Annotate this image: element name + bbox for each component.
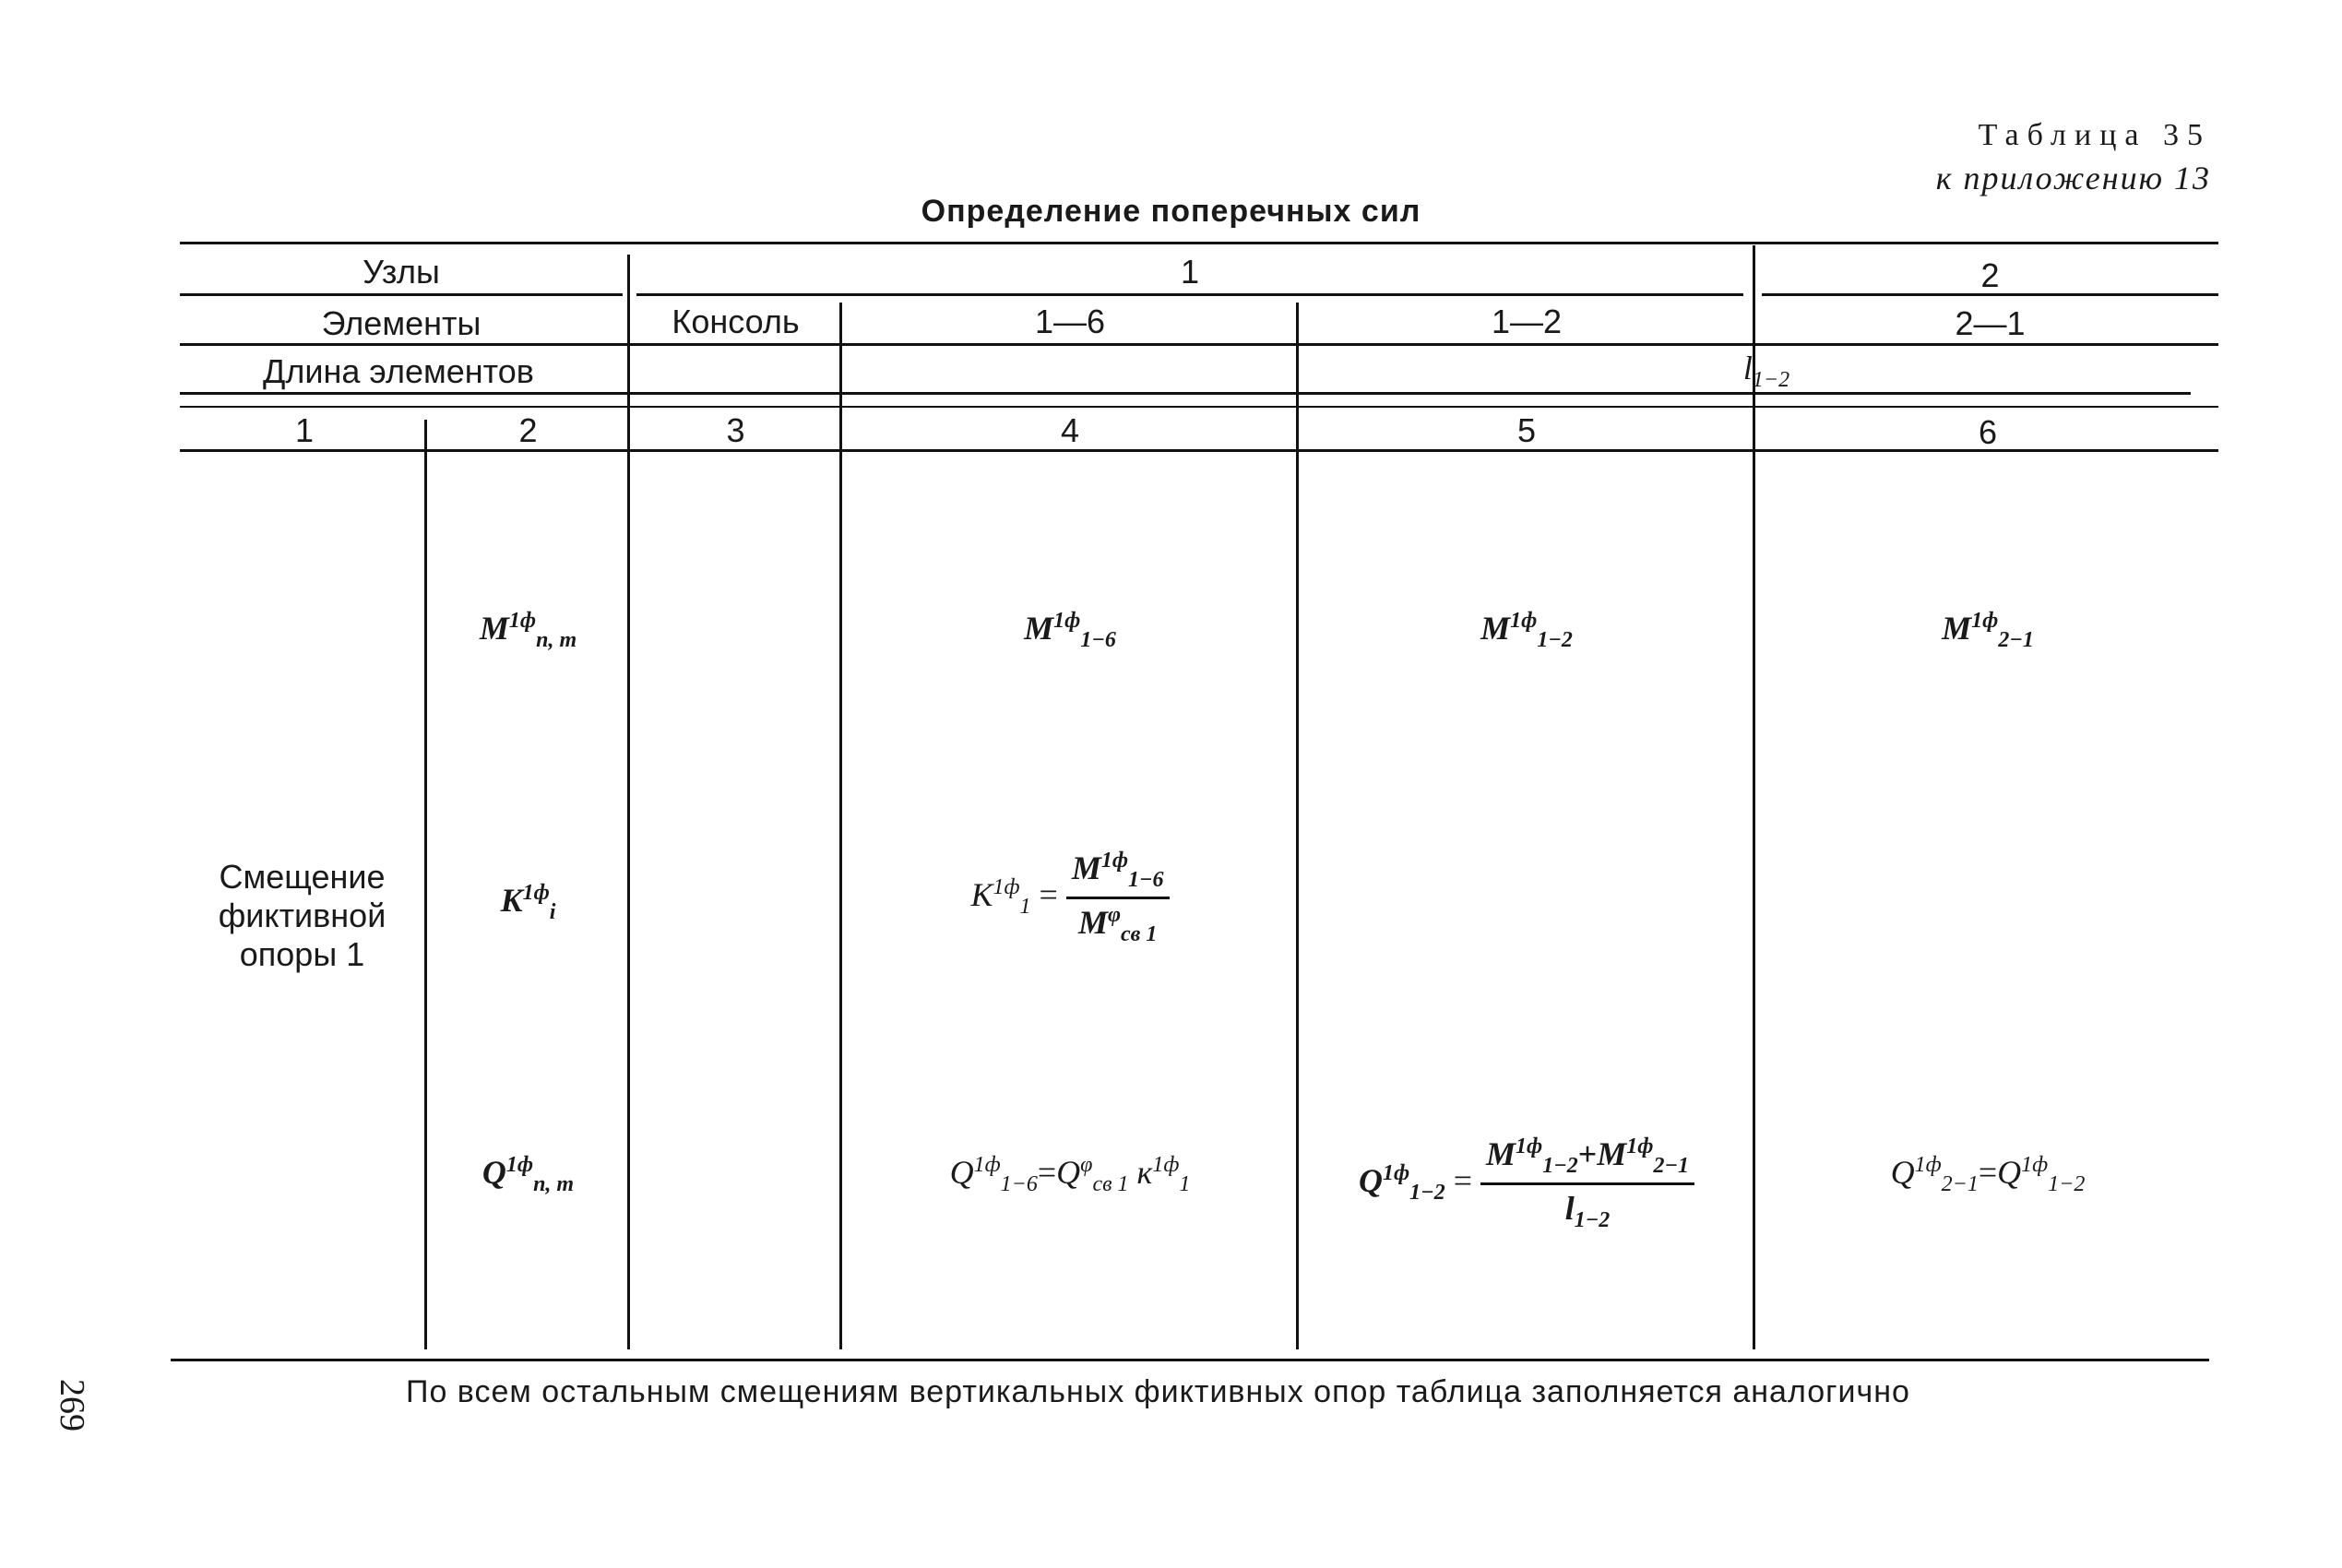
q-2-1-rhs-sub: 1−2 — [2048, 1172, 2086, 1197]
rule-nodes-left — [180, 293, 623, 296]
q-label-sup: 1ф — [505, 1153, 534, 1177]
q-1-6-qsv-sub: св 1 — [1092, 1172, 1129, 1197]
q-2-1-lhs-sub: 2−1 — [1941, 1172, 1979, 1197]
m-label-base: M — [479, 610, 509, 647]
q-1-2-den-sub: 1−2 — [1574, 1208, 1611, 1233]
k-num-sup: 1ф — [1100, 849, 1129, 873]
length-value-sub: 1−2 — [1752, 368, 1790, 393]
m-1-2 — [1301, 609, 1753, 653]
k-row-label — [429, 881, 627, 925]
table-label: Таблица 35 — [1978, 118, 2211, 152]
k-fraction-denominator — [1078, 899, 1157, 947]
node-1: 1 — [1180, 253, 1200, 291]
nodes-label: Узлы — [363, 253, 440, 291]
q-1-6-qsv-base: Q — [1056, 1154, 1081, 1191]
q-1-2-plus: + — [1577, 1135, 1598, 1172]
m-1-2-base: M — [1480, 610, 1511, 647]
element-1-2: 1—2 — [1491, 303, 1563, 340]
m-1-6-sup: 1ф — [1053, 609, 1081, 633]
col-divider-4 — [1296, 303, 1299, 1349]
q-1-2-lhs-sub: 1−2 — [1409, 1181, 1445, 1206]
k-label-sup: 1ф — [522, 881, 550, 905]
q-1-2-equals: = — [1453, 1161, 1473, 1199]
q-1-6-formula — [844, 1153, 1296, 1197]
element-2-1: 2—1 — [1955, 304, 2026, 342]
m-2-1 — [1757, 609, 2218, 653]
k-lhs-base: K — [970, 875, 993, 913]
q-1-6-lhs-sub: 1−6 — [1000, 1172, 1038, 1197]
length-label: Длина элементов — [263, 352, 534, 390]
q-1-2-m1-sub: 1−2 — [1542, 1154, 1578, 1179]
m-1-6-sub: 1−6 — [1080, 628, 1116, 653]
q-label-sub: n, m — [533, 1172, 575, 1197]
q-1-2-fraction — [1480, 1134, 1694, 1233]
q-1-6-qsv-sup: φ — [1080, 1153, 1093, 1177]
rule-colnum-top — [180, 406, 2218, 408]
q-2-1-rhs-sup: 1ф — [2021, 1153, 2049, 1177]
q-2-1-rhs-base: Q — [1997, 1154, 2022, 1191]
m-1-6 — [844, 609, 1296, 653]
col-num-6: 6 — [1978, 413, 1998, 451]
q-1-6-equals: = — [1037, 1154, 1057, 1191]
m-label-sup: 1ф — [508, 609, 537, 633]
q-1-2-m2-base: M — [1597, 1135, 1627, 1172]
q-2-1-lhs-sup: 1ф — [1914, 1153, 1942, 1177]
q-1-6-k-sub: 1 — [1179, 1172, 1191, 1197]
col-divider-5 — [1753, 245, 1755, 1349]
q-2-1-lhs-base: Q — [1890, 1154, 1915, 1191]
q-1-2-m2-sub: 2−1 — [1653, 1154, 1690, 1179]
q-1-6-lhs-sup: 1ф — [973, 1153, 1001, 1177]
rule-elements — [180, 343, 2218, 346]
q-1-6-lhs-base: Q — [949, 1154, 974, 1191]
col-divider-2 — [424, 420, 427, 1349]
q-1-2-numerator — [1480, 1134, 1694, 1185]
rule-nodes-mid — [636, 293, 1743, 296]
rule-bottom — [171, 1359, 2209, 1361]
table-reference: к приложению 13 — [1935, 160, 2211, 196]
k-label-sub: i — [549, 900, 556, 925]
k-lhs-sub: 1 — [1019, 895, 1031, 920]
table-title: Определение поперечных сил — [921, 194, 1421, 229]
col-divider-3 — [839, 303, 842, 1349]
row-label-line-3: опоры 1 — [239, 935, 365, 973]
k-label-base: K — [500, 882, 523, 919]
rule-top — [180, 242, 2218, 244]
q-1-2-formula — [1301, 1134, 1753, 1233]
k-fraction-numerator — [1066, 849, 1170, 899]
k-fraction — [1066, 849, 1170, 947]
row-label — [184, 858, 420, 974]
k-den-sup: φ — [1107, 903, 1122, 928]
element-console: Консоль — [672, 303, 800, 340]
m-1-6-base: M — [1024, 610, 1054, 647]
q-1-2-m1-base: M — [1486, 1135, 1516, 1172]
m-2-1-sub: 2−1 — [1998, 628, 2034, 653]
q-1-2-den-base: l — [1564, 1190, 1575, 1228]
q-2-1-equals: = — [1978, 1154, 1998, 1191]
q-row-label — [429, 1153, 627, 1197]
m-2-1-sup: 1ф — [1971, 609, 1999, 633]
col-num-1: 1 — [294, 411, 315, 449]
q-2-1-formula — [1757, 1153, 2218, 1197]
q-1-2-denominator — [1565, 1185, 1611, 1233]
k-den-base: M — [1077, 904, 1108, 942]
q-1-6-k-sup: 1ф — [1152, 1153, 1180, 1177]
k-lhs-sup: 1ф — [993, 874, 1020, 899]
col-divider-1 — [627, 255, 630, 1349]
footer-note: По всем остальным смещениям вертикальных фиктивных опор таблица заполняется аналогично — [406, 1374, 1910, 1409]
node-2: 2 — [1980, 256, 2000, 294]
length-value-base: l — [1742, 350, 1753, 386]
m-label-sub: n, m — [536, 628, 577, 653]
q-1-2-lhs-sup: 1ф — [1382, 1160, 1410, 1185]
k-equals: = — [1039, 875, 1058, 913]
k-den-sub: св 1 — [1121, 922, 1158, 947]
q-1-2-m1-sup: 1ф — [1516, 1134, 1543, 1158]
col-num-3: 3 — [726, 411, 745, 449]
col-num-4: 4 — [1060, 411, 1080, 449]
rule-length — [180, 392, 2191, 395]
k-formula — [844, 849, 1296, 947]
m-1-2-sub: 1−2 — [1537, 628, 1573, 653]
k-num-sub: 1−6 — [1128, 868, 1164, 893]
q-1-6-k-base: к — [1136, 1154, 1153, 1191]
k-num-base: M — [1071, 849, 1101, 886]
row-label-line-2: фиктивной — [218, 897, 386, 934]
m-row-label — [429, 609, 627, 653]
q-1-2-m2-sup: 1ф — [1626, 1134, 1654, 1158]
m-1-2-sup: 1ф — [1510, 609, 1538, 633]
q-label-base: Q — [481, 1154, 506, 1191]
length-value — [1739, 349, 1794, 393]
q-1-2-lhs-base: Q — [1358, 1161, 1383, 1199]
row-label-line-1: Смещение — [219, 858, 386, 896]
m-2-1-base: M — [1942, 610, 1972, 647]
col-num-2: 2 — [518, 411, 538, 449]
elements-label: Элементы — [321, 304, 481, 342]
col-num-5: 5 — [1516, 411, 1537, 449]
element-1-6: 1—6 — [1034, 303, 1106, 340]
page-number: 269 — [53, 1379, 91, 1431]
